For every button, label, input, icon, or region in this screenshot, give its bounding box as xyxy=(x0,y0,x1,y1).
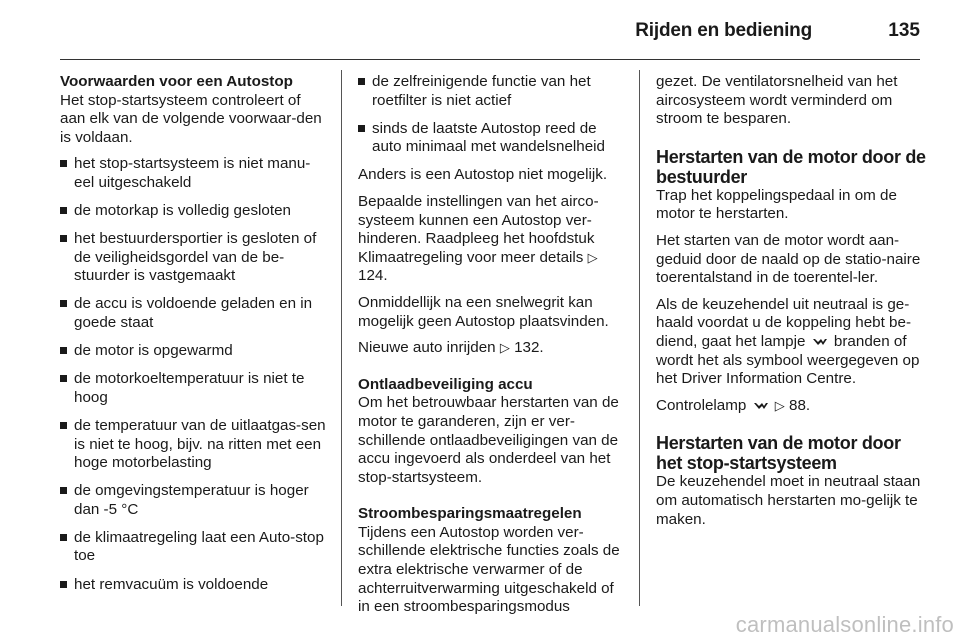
list-item: het bestuurdersportier is gesloten of de veiligheidsgordel van de be-stuurder is vastgemaakt xyxy=(60,230,328,286)
paragraph: Onmiddellijk na een snelwegrit kan mogelijk geen Autostop plaatsvinden. xyxy=(358,293,609,330)
section xyxy=(656,147,926,416)
list-item: de klimaatregeling laat een Auto-stop toe xyxy=(60,529,328,566)
section xyxy=(358,505,628,617)
column-3 xyxy=(656,73,926,537)
conditions-list xyxy=(60,155,328,594)
page-header xyxy=(0,0,960,60)
page-reference-link[interactable]: 132. xyxy=(514,339,544,357)
paragraph: Het starten van de motor wordt aan-geduid door de naald op de statio-naire toerentalstand in de toerentel-ler. xyxy=(656,231,921,287)
watermark: carmanualsonline.info xyxy=(735,612,954,637)
paragraph: Om het betrouwbaar herstarten van de motor te garanderen, zijn er ver-schillende ontlaadbeveiligingen van de accu ingevoerd als onderdeel van het stop-startsysteem. xyxy=(358,394,619,486)
section-subhead: Stroombesparingsmaatregelen xyxy=(358,505,582,523)
paragraph xyxy=(358,193,628,286)
column-2 xyxy=(358,73,628,625)
page-title: Rijden en bediening xyxy=(635,20,812,41)
column-1 xyxy=(60,73,328,604)
list-item: de motorkap is volledig gesloten xyxy=(60,202,328,221)
paragraph: Trap het koppelingspedaal in om de motor te herstarten. xyxy=(656,186,897,223)
conditions-list-continued xyxy=(358,73,628,157)
section-heading: Herstarten van de motor door de bestuurder xyxy=(656,146,926,187)
list-item: sinds de laatste Autostop reed de auto minimaal met wandelsnelheid xyxy=(358,120,628,157)
paragraph-text: Bepaalde instellingen van het airco-systeem kunnen een Autostop ver-hinderen. Raadpleeg het hoofdstuk Klimaatregeling voor meer details xyxy=(358,192,599,266)
paragraph-text: branden of wordt het als symbool weergegeven op het Driver Information Centre. xyxy=(656,332,920,388)
paragraph-text: Controlelamp xyxy=(656,396,747,414)
list-item: de zelfreinigende functie van het roetfilter is niet actief xyxy=(358,73,628,110)
autostop-lamp-icon xyxy=(753,401,769,411)
list-item: het stop-startsysteem is niet manu-eel uitgeschakeld xyxy=(60,155,328,192)
section-subhead: Voorwaarden voor een Autostop xyxy=(60,73,293,90)
header-rule xyxy=(60,59,920,60)
paragraph xyxy=(656,296,926,389)
list-item: de temperatuur van de uitlaatgas-sen is niet te hoog, bijv. na ritten met een hoge motorbelasting xyxy=(60,417,328,473)
page-reference-link[interactable]: 124. xyxy=(358,267,388,285)
list-item: de motorkoeltemperatuur is niet te hoog xyxy=(60,370,328,407)
list-item: de motor is opgewarmd xyxy=(60,342,328,361)
section-heading: Herstarten van de motor door het stop-startsysteem xyxy=(656,433,901,474)
column-divider xyxy=(341,70,342,606)
paragraph: Anders is een Autostop niet mogelijk. xyxy=(358,166,608,184)
column-divider xyxy=(639,70,640,606)
page-reference-link[interactable]: 88. xyxy=(789,396,811,414)
list-item: de omgevingstemperatuur is hoger dan -5 °C xyxy=(60,482,328,519)
autostop-lamp-icon xyxy=(812,337,828,347)
paragraph: Het stop-startsysteem controleert of aan elk van de volgende voorwaar-den is voldaan. xyxy=(60,91,322,146)
paragraph xyxy=(656,397,926,416)
reference-arrow-icon: ▷ xyxy=(774,397,785,413)
list-item: de accu is voldoende geladen en in goede staat xyxy=(60,295,328,332)
paragraph-text: Nieuwe auto inrijden xyxy=(358,339,496,357)
paragraph: gezet. De ventilatorsnelheid van het aircosysteem wordt verminderd om stroom te besparen. xyxy=(656,73,898,128)
paragraph: De keuzehendel moet in neutraal staan om automatisch herstarten mo-gelijk te maken. xyxy=(656,473,921,528)
reference-arrow-icon: ▷ xyxy=(499,340,510,356)
list-item: het remvacuüm is voldoende xyxy=(60,576,328,595)
section xyxy=(656,433,926,529)
section-subhead: Ontlaadbeveiliging accu xyxy=(358,375,533,393)
section xyxy=(358,376,628,488)
paragraph-text: Als de keuzehendel uit neutraal is ge-haald voordat u de koppeling hebt be-diend, gaat het lampje xyxy=(656,295,912,350)
paragraph xyxy=(358,339,628,358)
paragraph: Tijdens een Autostop worden ver-schillende elektrische functies zoals de extra elektrische verwarmer of de achterruitverwarming uitgeschakeld of in een stroombesparingsmodus xyxy=(358,523,620,616)
reference-arrow-icon: ▷ xyxy=(587,249,598,265)
page-number: 135 xyxy=(888,20,920,41)
